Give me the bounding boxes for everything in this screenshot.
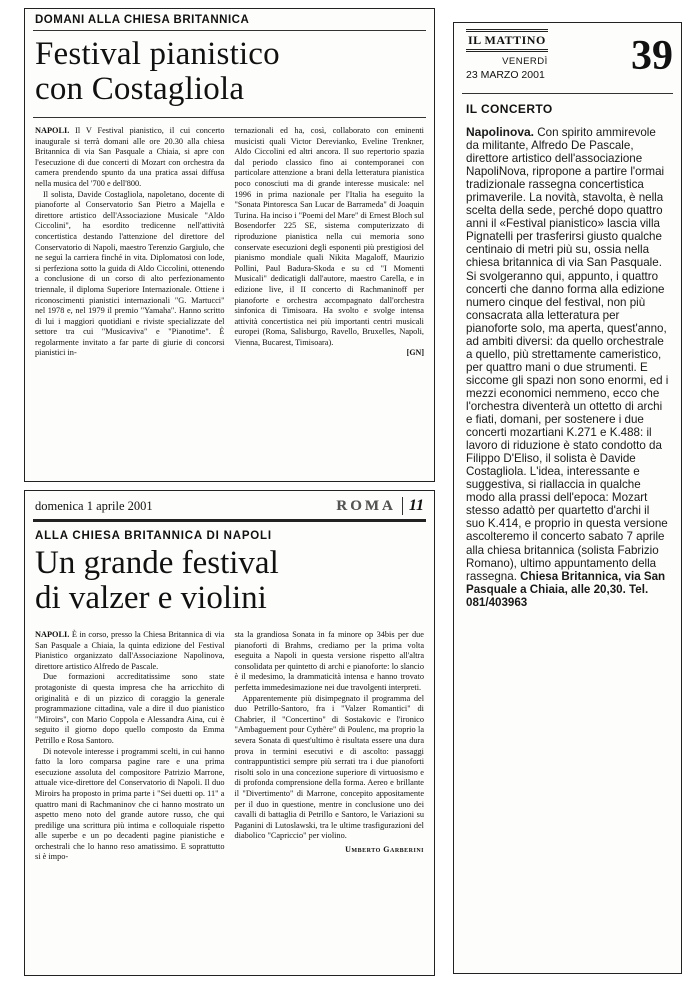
article-clipping-festival-costagliola	[24, 8, 435, 482]
paragraph-text: È in corso, presso la Chiesa Britannica di via San Pasquale a Chiaia, la quinta edizione del Festival Pianistico organizzato dall'Associazione Napolinova, direttore artistico Alfredo de Pascale.	[35, 630, 225, 671]
signature: [GN]	[406, 348, 424, 358]
clipping-masthead	[454, 23, 681, 81]
article-kicker: DOMANI ALLA CHIESA BRITANNICA	[35, 14, 250, 26]
headline-line: con Costagliola	[35, 71, 245, 107]
publication-date: 23 MARZO 2001	[466, 69, 545, 81]
text-column	[235, 630, 425, 863]
paragraph: Il solista, Davide Costagliola, napoletano, docente di pianoforte al Conservatorio San Pietro a Majella e direttore artistico dell'Associazione Musicale "Aldo Ciccolini", ha esordito tredicenne nell'attività concertistica destando l'attenzione del direttore del Conservatorio di Napoli, maestro Terenzio Gargiulo, che ne seguì la carriera finché in vita. Diplomatosi con lode, si perfeziona sotto la guida di Aldo Ciccolini, ottenendo a conclusione di un corso di alto perfezionamento triennale, il diploma Superiore Internazionale. Ottiene i riconoscimenti pianistici internazionali "G. Martucci" nel 1978 e, nel 1979 il premio "Yamaha". Hanno scritto di lui i maggiori quotidiani e riviste specializzate del settore tra cui "Musicaviva" e "Pianotime". È regolarmente invitato a far parte di giurie di concorsi pianistici in-	[35, 189, 225, 358]
article-body	[25, 616, 434, 863]
publication-date: domenica 1 aprile 2001	[35, 498, 153, 513]
newspaper-name: IL MATTINO	[466, 29, 548, 52]
text-column	[35, 126, 225, 359]
publication-weekday: VENERDÌ	[502, 56, 548, 67]
paragraph: Di notevole interesse i programmi scelti, in cui hanno fatto la loro comparsa pagine rare e una prima esecuzione assoluta del compositore Patrizio Marrone, attuale vice-direttore del Conservatorio di Napoli. Il duo Miroirs ha proposto in prima parte i "Sei duetti op. 11" a quattro mani di Rachmaninov che ci hanno mostrato un aspetto meno noto del grande autore russo, che qui predilige una scrittura più intima e colloquiale rispetto alle superbe e un po decadenti pagine pianistiche e orchestrali che lo hanno reso amatissimo. E soprattutto si è impo-	[35, 746, 225, 862]
article-headline	[25, 542, 434, 616]
paragraph-text: Con spirito ammirevole da militante, Alfredo De Pascale, direttore artistico dell'associazione NapoliNova, ripropone a partire l'ormai tradizionale rassegna concertistica primaverile. La novità, stavolta, è nella scelta della sede, perché dopo quattro anni il «Festival pianistico» lascia villa Pignatelli per trasferirsi giusto qualche centinaio di metri più su, ossia nella chiesa britannica di via San Pasquale. Si svolgeranno qui, appunto, i quattro concerti che danno forma alla edizione numero cinque del festival, non più consacrata alla letteratura per pianoforte solo, ma aperta, quest'anno, ad ambiti diversi: da quello orchestrale a quello, più strettamente cameristico, per quattro mani o due strumenti. E siccome gli spazi non sono enormi, ed i mezzi economici nemmeno, ecco che l'orchestra diventerà un ottetto di archi e fiati, domani, per sostenere i due concerti mozartiani K.271 e K.488: il lavoro di riduzione è stato condotto da Filippo D'Eliso, il solista è Davide Costagliola. L'idea, interessante e suggestiva, si riallaccia in qualche modo alla prassi dell'epoca: Mozart stesso adattò per quartetto d'archi il suo K.414, e proprio in questa versione ascolteremo il concerto sabato 7 aprile alla chiesa britannica (solista Fabrizio Romano), ultimo appuntamento della rassegna.	[466, 126, 669, 583]
newspaper-tag	[336, 497, 424, 515]
article-clipping-il-concerto	[453, 22, 682, 974]
article-kicker: ALLA CHIESA BRITANNICA DI NAPOLI	[35, 530, 272, 542]
dateline: NAPOLI.	[35, 126, 70, 135]
page-number: 11	[408, 497, 424, 514]
text-column	[235, 126, 425, 359]
headline-line: Un grande festival	[35, 545, 279, 581]
paragraph-text: Il V Festival pianistico, il cui concerto inaugurale si terrà domani alle ore 20.30 alla chiesa Britannica di via San Pasquale a Chiaia, si apre con l'esecuzione di due concerti di Mozart con orchestra da camera prendendo spunto da una pratica assai diffusa nella musica del '700 e dell'800.	[35, 126, 225, 188]
divider	[402, 497, 403, 515]
paragraph: Apparentemente più disimpegnato il programma del duo Petrillo-Santoro, fra i "Valzer Romantici" di Chabrier, il "Concertino" di Sostakovic e l'ironico "Ambaguement pour Cythère" di Poulenc, ma proprio la severa Sonata di quest'ultimo è risultata essere una dura prova in termini esecutivi e di ascolto: passaggi contrappuntistici sempre più serrati tra i due pianoforti risolti solo in una concezione superiore di virtuosismo e di profonda comprensione della forma. Aereo e brillante il "Divertimento" di Marrone, concepito appositamente per il duo in questione, mentre in conclusione uno dei cavalli di battaglia di Petrillo e Santoro, le Variazioni su Paganini di Lutoslawski, tra le ultime trasfigurazioni del diabolico "Capriccio" per violino.	[234, 693, 424, 841]
text-column	[35, 630, 225, 863]
paragraph: sta la grandiosa Sonata in fa minore op 34bis per due pianoforti di Brahms, crediamo per la prima volta eseguita a Napoli in questa versione rispetto all'altra consolidata per quintetto di archi e pianoforte: lo slancio è il medesimo, la drammaticità intensa e hanno trovato perfetta immedesimazione nei due travolgenti interpreti.	[234, 630, 424, 692]
lead-in: Napolinova.	[466, 125, 535, 139]
paragraph: ternazionali ed ha, così, collaborato con eminenti musicisti quali Victor Derevianko, Eveline Trenkner, Aldo Ciccolini ed altri ancora. Il suo repertorio spazia dal periodo classico fino ai contemporanei con particolare attenzione a brani della letteratura pianistica poco conosciuti ma di grande interesse musicale: nel 1996 in prima nazionale per l'Italia ha eseguito la "Sonata Pintoresca San Lucar de Barrameda" di Joaquin Turina. Ha inciso i "Poemi del Mare" di Ernest Bloch sul Bosendorfer 225 SE, sistema computerizzato di riproduzione pianistica nella cui memoria sono conservate esecuzioni degli esponenti più prestigiosi del pianismo mondiale quali Nikita Magaloff, Maurizio Pollini, Paul Badura-Skoda e su cd "I Momenti Musicali" dedicatigli dall'autore, maestro Carella, e in edizione live, il II concerto di Rachmaninoff per pianoforte e orchestra accompagnato dall'orchestra sinfonica di Timisoara. Ha svolto e svolge intensa attività concertistica nei più importanti centri musicali europei (Roma, Salisburgo, Ravello, Bruxelles, Napoli, Vienna, Bucarest, Timisoara).	[234, 126, 424, 347]
paragraph	[35, 126, 225, 190]
masthead-left	[466, 29, 548, 81]
headline-line: di valzer e violini	[35, 580, 267, 616]
clipping-masthead	[25, 491, 434, 515]
article-body	[25, 118, 434, 359]
headline-line: Festival pianistico	[35, 36, 280, 72]
event-info: Chiesa Britannica, via San Pasquale a Chiaia, alle 20,30. Tel. 081/403963	[466, 569, 666, 609]
article-headline	[25, 31, 434, 107]
section-heading: IL CONCERTO	[466, 102, 553, 116]
newspaper-name: ROMA	[336, 497, 396, 514]
paragraph	[35, 630, 225, 672]
article-body	[454, 116, 681, 609]
page-number: 39	[631, 33, 673, 79]
dateline: NAPOLI.	[35, 630, 70, 639]
article-clipping-grande-festival	[24, 490, 435, 976]
paragraph: Due formazioni accreditatissime sono state protagoniste di questa impresa che ha arricchito di originalità e di un pizzico di coraggio la generale programmazione cittadina, vale a dire il duo pianistico "Miroirs", con Mario Coppola e Alessandra Aina, cui è seguito il giorno dopo quello composto da Emma Petrillo e Rosa Santoro.	[35, 672, 225, 745]
author-byline: Umberto Garberini	[345, 844, 424, 854]
